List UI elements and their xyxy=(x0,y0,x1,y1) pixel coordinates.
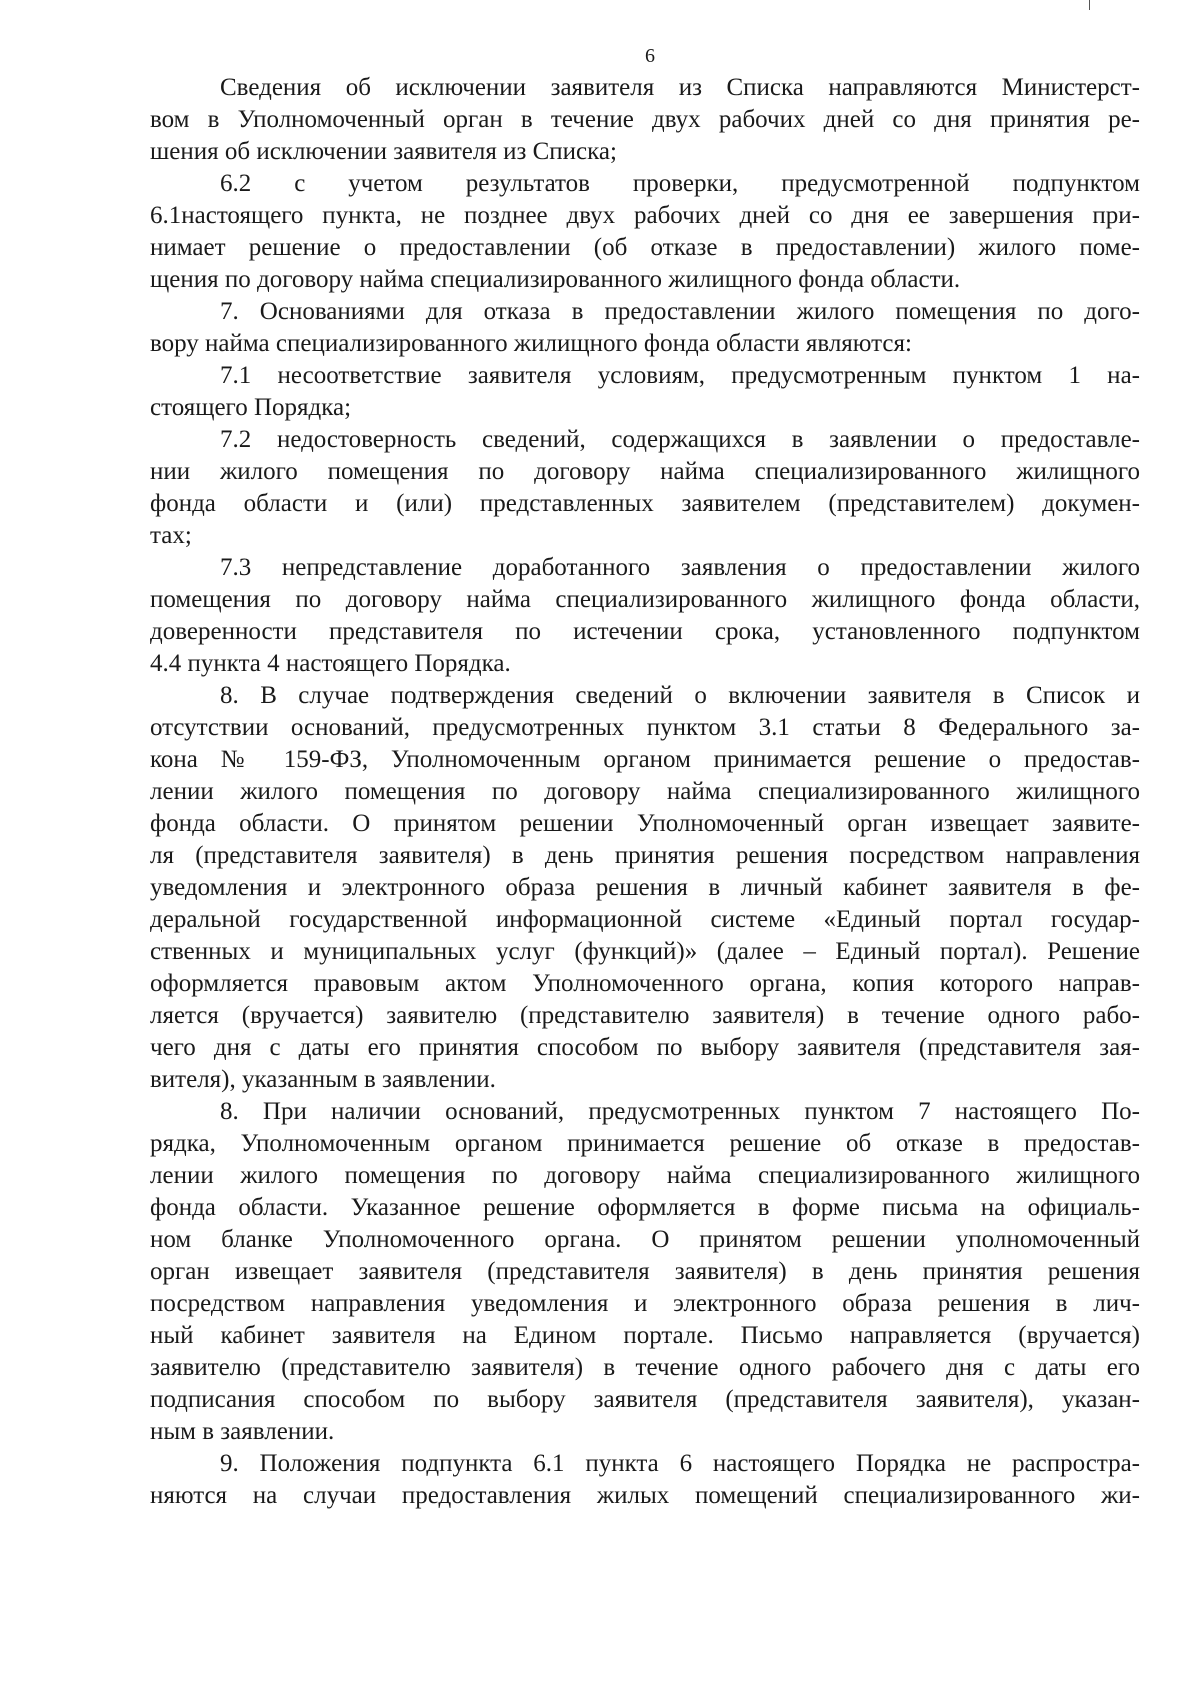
text-line: уведомления и электронного образа решения в личный кабинет заявителя в фе- xyxy=(150,874,1140,901)
document-body xyxy=(150,72,1140,1512)
text-line: ляется (вручается) заявителю (представителю заявителя) в течение одного рабо- xyxy=(150,1002,1140,1029)
text-line: 9. Положения подпункта 6.1 пункта 6 настоящего Порядка не распростра- xyxy=(220,1450,1140,1477)
paragraph-p0 xyxy=(150,72,1140,168)
text-line: фонда области. Указанное решение оформляется в форме письма на официаль- xyxy=(150,1194,1140,1221)
text-line: 6.2 с учетом результатов проверки, предусмотренной подпунктом xyxy=(220,170,1140,197)
text-line: няются на случаи предоставления жилых помещений специализированного жи- xyxy=(150,1482,1140,1509)
text-line: рядка, Уполномоченным органом принимается решение об отказе в предостав- xyxy=(150,1130,1140,1157)
text-line: вору найма специализированного жилищного фонда области являются: xyxy=(150,330,912,357)
text-line: вом в Уполномоченный орган в течение двух рабочих дней со дня принятия ре- xyxy=(150,106,1140,133)
text-line: 4.4 пункта 4 настоящего Порядка. xyxy=(150,650,511,677)
page-number: 6 xyxy=(645,45,655,67)
paragraph-p-7-2 xyxy=(150,424,1140,552)
paragraph-p-7-1 xyxy=(150,360,1140,424)
text-line: отсутствии оснований, предусмотренных пунктом 3.1 статьи 8 Федерального за- xyxy=(150,714,1140,741)
text-line: ственных и муниципальных услуг (функций)» (далее – Единый портал). Решение xyxy=(150,938,1140,965)
text-line: Сведения об исключении заявителя из Списка направляются Министерст- xyxy=(220,74,1140,101)
text-line: ном бланке Уполномоченного органа. О принятом решении уполномоченный xyxy=(150,1226,1140,1253)
scan-artifact-mark xyxy=(1089,0,1090,10)
text-line: 8. В случае подтверждения сведений о включении заявителя в Список и xyxy=(220,682,1140,709)
text-line: кона № 159-ФЗ, Уполномоченным органом принимается решение о предостав- xyxy=(150,746,1140,773)
text-line: чего дня с даты его принятия способом по выбору заявителя (представителя зая- xyxy=(150,1034,1140,1061)
text-line: ным в заявлении. xyxy=(150,1418,335,1445)
text-line: стоящего Порядка; xyxy=(150,394,352,421)
paragraph-p-8a xyxy=(150,680,1140,1096)
text-line: 7.2 недостоверность сведений, содержащихся в заявлении о предоставле- xyxy=(220,426,1140,453)
text-line: щения по договору найма специализированного жилищного фонда области. xyxy=(150,266,961,293)
text-line: ный кабинет заявителя на Едином портале. Письмо направляется (вручается) xyxy=(150,1322,1140,1349)
text-line: 7.1 несоответствие заявителя условиям, предусмотренным пунктом 1 на- xyxy=(220,362,1140,389)
text-line: вителя), указанным в заявлении. xyxy=(150,1066,496,1093)
text-line: помещения по договору найма специализированного жилищного фонда области, xyxy=(150,586,1140,613)
text-line: нимает решение о предоставлении (об отказе в предоставлении) жилого поме- xyxy=(150,234,1140,261)
paragraph-p-7-3 xyxy=(150,552,1140,680)
text-line: 7. Основаниями для отказа в предоставлении жилого помещения по дого- xyxy=(220,298,1140,325)
text-line: фонда области и (или) представленных заявителем (представителем) докумен- xyxy=(150,490,1140,517)
text-line: 8. При наличии оснований, предусмотренных пунктом 7 настоящего По- xyxy=(220,1098,1140,1125)
paragraph-p-7 xyxy=(150,296,1140,360)
text-line: орган извещает заявителя (представителя заявителя) в день принятия решения xyxy=(150,1258,1140,1285)
text-line: тах; xyxy=(150,522,192,549)
paragraph-p-6-2 xyxy=(150,168,1140,296)
text-line: 7.3 непредставление доработанного заявления о предоставлении жилого xyxy=(220,554,1140,581)
text-line: заявителю (представителю заявителя) в течение одного рабочего дня с даты его xyxy=(150,1354,1140,1381)
text-line: нии жилого помещения по договору найма специализированного жилищного xyxy=(150,458,1140,485)
text-line: доверенности представителя по истечении срока, установленного подпунктом xyxy=(150,618,1140,645)
text-line: посредством направления уведомления и электронного образа решения в лич- xyxy=(150,1290,1140,1317)
text-line: 6.1настоящего пункта, не позднее двух рабочих дней со дня ее завершения при- xyxy=(150,202,1140,229)
paragraph-p-9 xyxy=(150,1448,1140,1512)
text-line: фонда области. О принятом решении Уполномоченный орган извещает заявите- xyxy=(150,810,1140,837)
text-line: деральной государственной информационной системе «Единый портал государ- xyxy=(150,906,1140,933)
text-line: лении жилого помещения по договору найма специализированного жилищного xyxy=(150,778,1140,805)
paragraph-p-8b xyxy=(150,1096,1140,1448)
text-line: шения об исключении заявителя из Списка; xyxy=(150,138,617,165)
text-line: оформляется правовым актом Уполномоченного органа, копия которого направ- xyxy=(150,970,1140,997)
text-line: ля (представителя заявителя) в день принятия решения посредством направления xyxy=(150,842,1140,869)
text-line: лении жилого помещения по договору найма специализированного жилищного xyxy=(150,1162,1140,1189)
text-line: подписания способом по выбору заявителя (представителя заявителя), указан- xyxy=(150,1386,1140,1413)
